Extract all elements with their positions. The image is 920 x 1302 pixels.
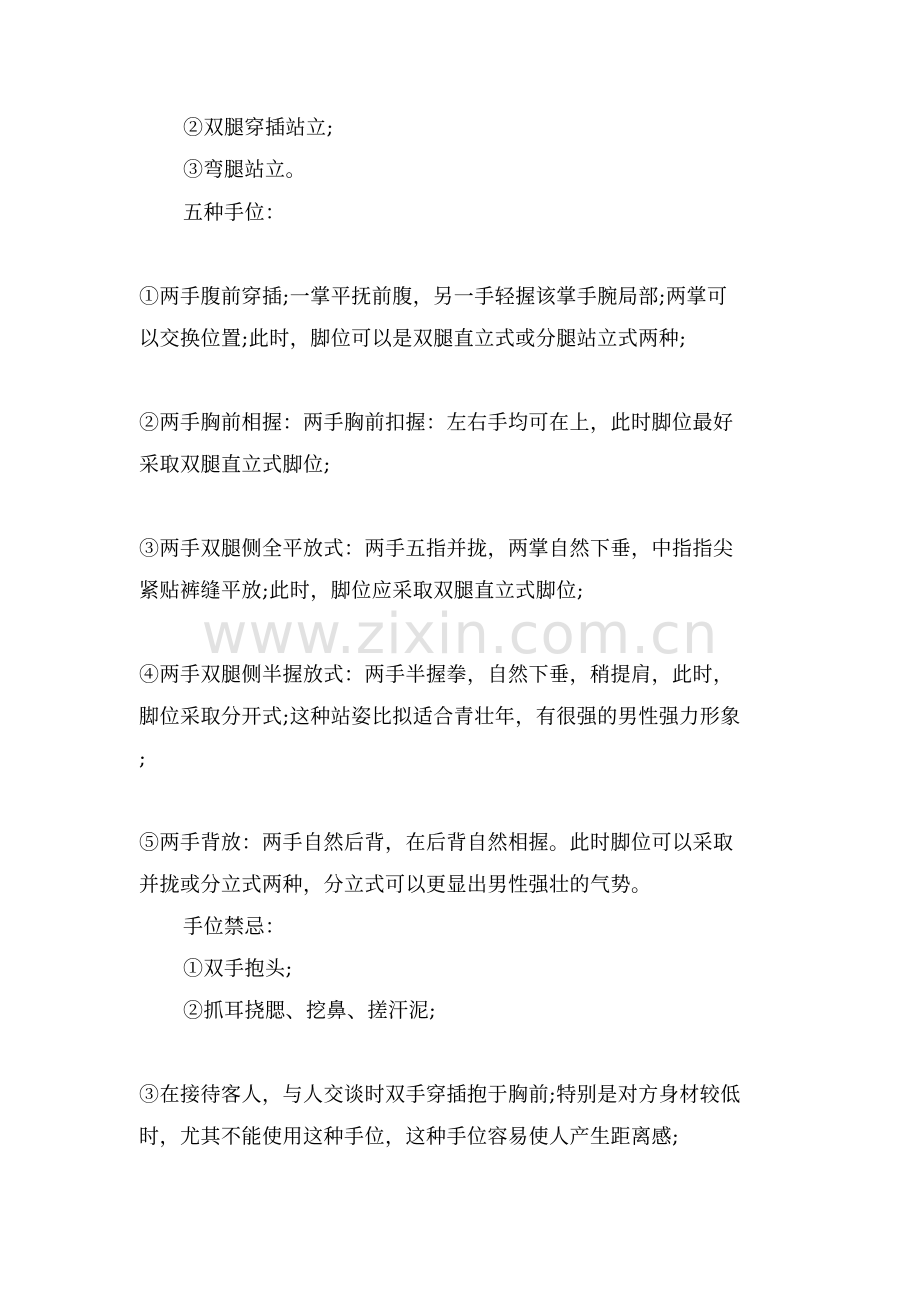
paragraph-taboo-hands-on-head: ①双手抱头; bbox=[183, 956, 293, 980]
paragraph-hands-behind-back-line-1: ⑤两手背放：两手自然后背，在后背自然相握。此时脚位可以采取 bbox=[139, 830, 734, 854]
watermark: www.zixin.com.cn bbox=[201, 602, 719, 667]
paragraph-taboo-crossed-arms-line-2: 时，尤其不能使用这种手位，这种手位容易使人产生距离感; bbox=[139, 1124, 680, 1148]
paragraph-taboo-crossed-arms-line-1: ③在接待客人，与人交谈时双手穿插抱于胸前;特别是对方身材较低 bbox=[139, 1082, 741, 1106]
paragraph-hands-chest-line-2: 采取双腿直立式脚位; bbox=[139, 452, 331, 476]
paragraph-standing-legs-crossed: ②双腿穿插站立; bbox=[183, 115, 334, 139]
paragraph-hands-chest-line-1: ②两手胸前相握：两手胸前扣握：左右手均可在上，此时脚位最好 bbox=[139, 410, 734, 434]
paragraph-hands-abdomen-line-1: ①两手腹前穿插;一掌平抚前腹，另一手轻握该掌手腕局部;两掌可 bbox=[139, 284, 728, 308]
paragraph-hands-half-fist-line-1: ④两手双腿侧半握放式：两手半握拳，自然下垂，稍提肩，此时， bbox=[139, 662, 734, 686]
paragraph-hands-flat-sides-line-1: ③两手双腿侧全平放式：两手五指并拢，两掌自然下垂，中指指尖 bbox=[139, 536, 734, 560]
section-heading-hand-taboos: 手位禁忌： bbox=[183, 914, 286, 938]
paragraph-hands-behind-back-line-2: 并拢或分立式两种，分立式可以更显出男性强壮的气势。 bbox=[139, 872, 652, 896]
paragraph-hands-abdomen-line-2: 以交换位置;此时，脚位可以是双腿直立式或分腿站立式两种; bbox=[139, 326, 687, 350]
paragraph-hands-half-fist-line-2: 脚位采取分开式;这种站姿比拟适合青壮年，有很强的男性强力形象 bbox=[139, 704, 741, 728]
paragraph-hands-flat-sides-line-2: 紧贴裤缝平放;此时，脚位应采取双腿直立式脚位; bbox=[139, 578, 584, 602]
paragraph-bent-leg-standing: ③弯腿站立。 bbox=[183, 157, 306, 181]
paragraph-taboo-ear-nose: ②抓耳挠腮、挖鼻、搓汗泥; bbox=[183, 998, 437, 1022]
section-heading-five-hand-positions: 五种手位： bbox=[183, 200, 286, 224]
paragraph-hands-half-fist-line-3: ; bbox=[139, 746, 147, 770]
